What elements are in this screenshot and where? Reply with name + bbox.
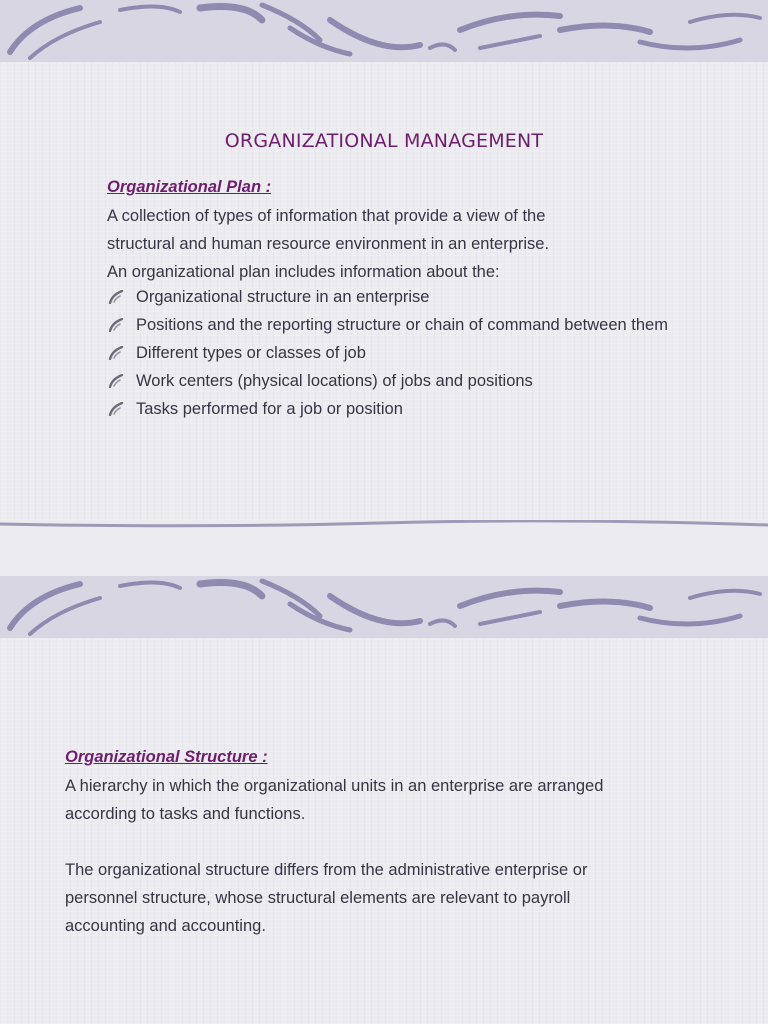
bullet-text: Different types or classes of job (136, 344, 366, 362)
swirl-decoration-icon (0, 576, 768, 638)
decorative-swirl-banner (0, 576, 768, 638)
decorative-swirl-banner (0, 0, 768, 62)
intro-line-1: A collection of types of information that provide a view of the (107, 207, 546, 225)
paragraph-gap (65, 828, 725, 856)
quill-swoosh-icon (108, 346, 124, 360)
list-item (107, 342, 727, 365)
section-heading-organizational-plan: Organizational Plan : (107, 178, 272, 196)
quill-swoosh-icon (108, 318, 124, 332)
organizational-plan-section (107, 172, 727, 426)
paragraph-1-line-2: according to tasks and functions. (65, 805, 306, 823)
bullet-text: Work centers (physical locations) of jobs and positions (136, 372, 533, 390)
list-item (107, 286, 727, 309)
bullet-list (107, 286, 727, 421)
bullet-text: Tasks performed for a job or position (136, 400, 403, 418)
quill-swoosh-icon (108, 290, 124, 304)
section-heading-organizational-structure: Organizational Structure : (65, 748, 268, 766)
paragraph-2-line-1: The organizational structure differs from the administrative enterprise or (65, 861, 588, 879)
intro-line-3: An organizational plan includes information about the: (107, 263, 500, 281)
intro-line-2: structural and human resource environment in an enterprise. (107, 235, 550, 253)
bullet-text: Organizational structure in an enterprise (136, 288, 430, 306)
quill-swoosh-icon (108, 402, 124, 416)
divider-line-icon (0, 520, 768, 576)
slide-organizational-structure (0, 576, 768, 1024)
organizational-structure-section (65, 742, 725, 940)
paragraph-1-line-1: A hierarchy in which the organizational units in an enterprise are arranged (65, 777, 604, 795)
swirl-decoration-icon (0, 0, 768, 62)
bullet-text: Positions and the reporting structure or chain of command between them (136, 316, 668, 334)
paragraph-2-line-2: personnel structure, whose structural elements are relevant to payroll (65, 889, 571, 907)
quill-swoosh-icon (108, 374, 124, 388)
list-item (107, 398, 727, 421)
paragraph-2-line-3: accounting and accounting. (65, 917, 266, 935)
list-item (107, 314, 727, 337)
list-item (107, 370, 727, 393)
slide-divider (0, 520, 768, 576)
page-title: ORGANIZATIONAL MANAGEMENT (224, 130, 544, 152)
